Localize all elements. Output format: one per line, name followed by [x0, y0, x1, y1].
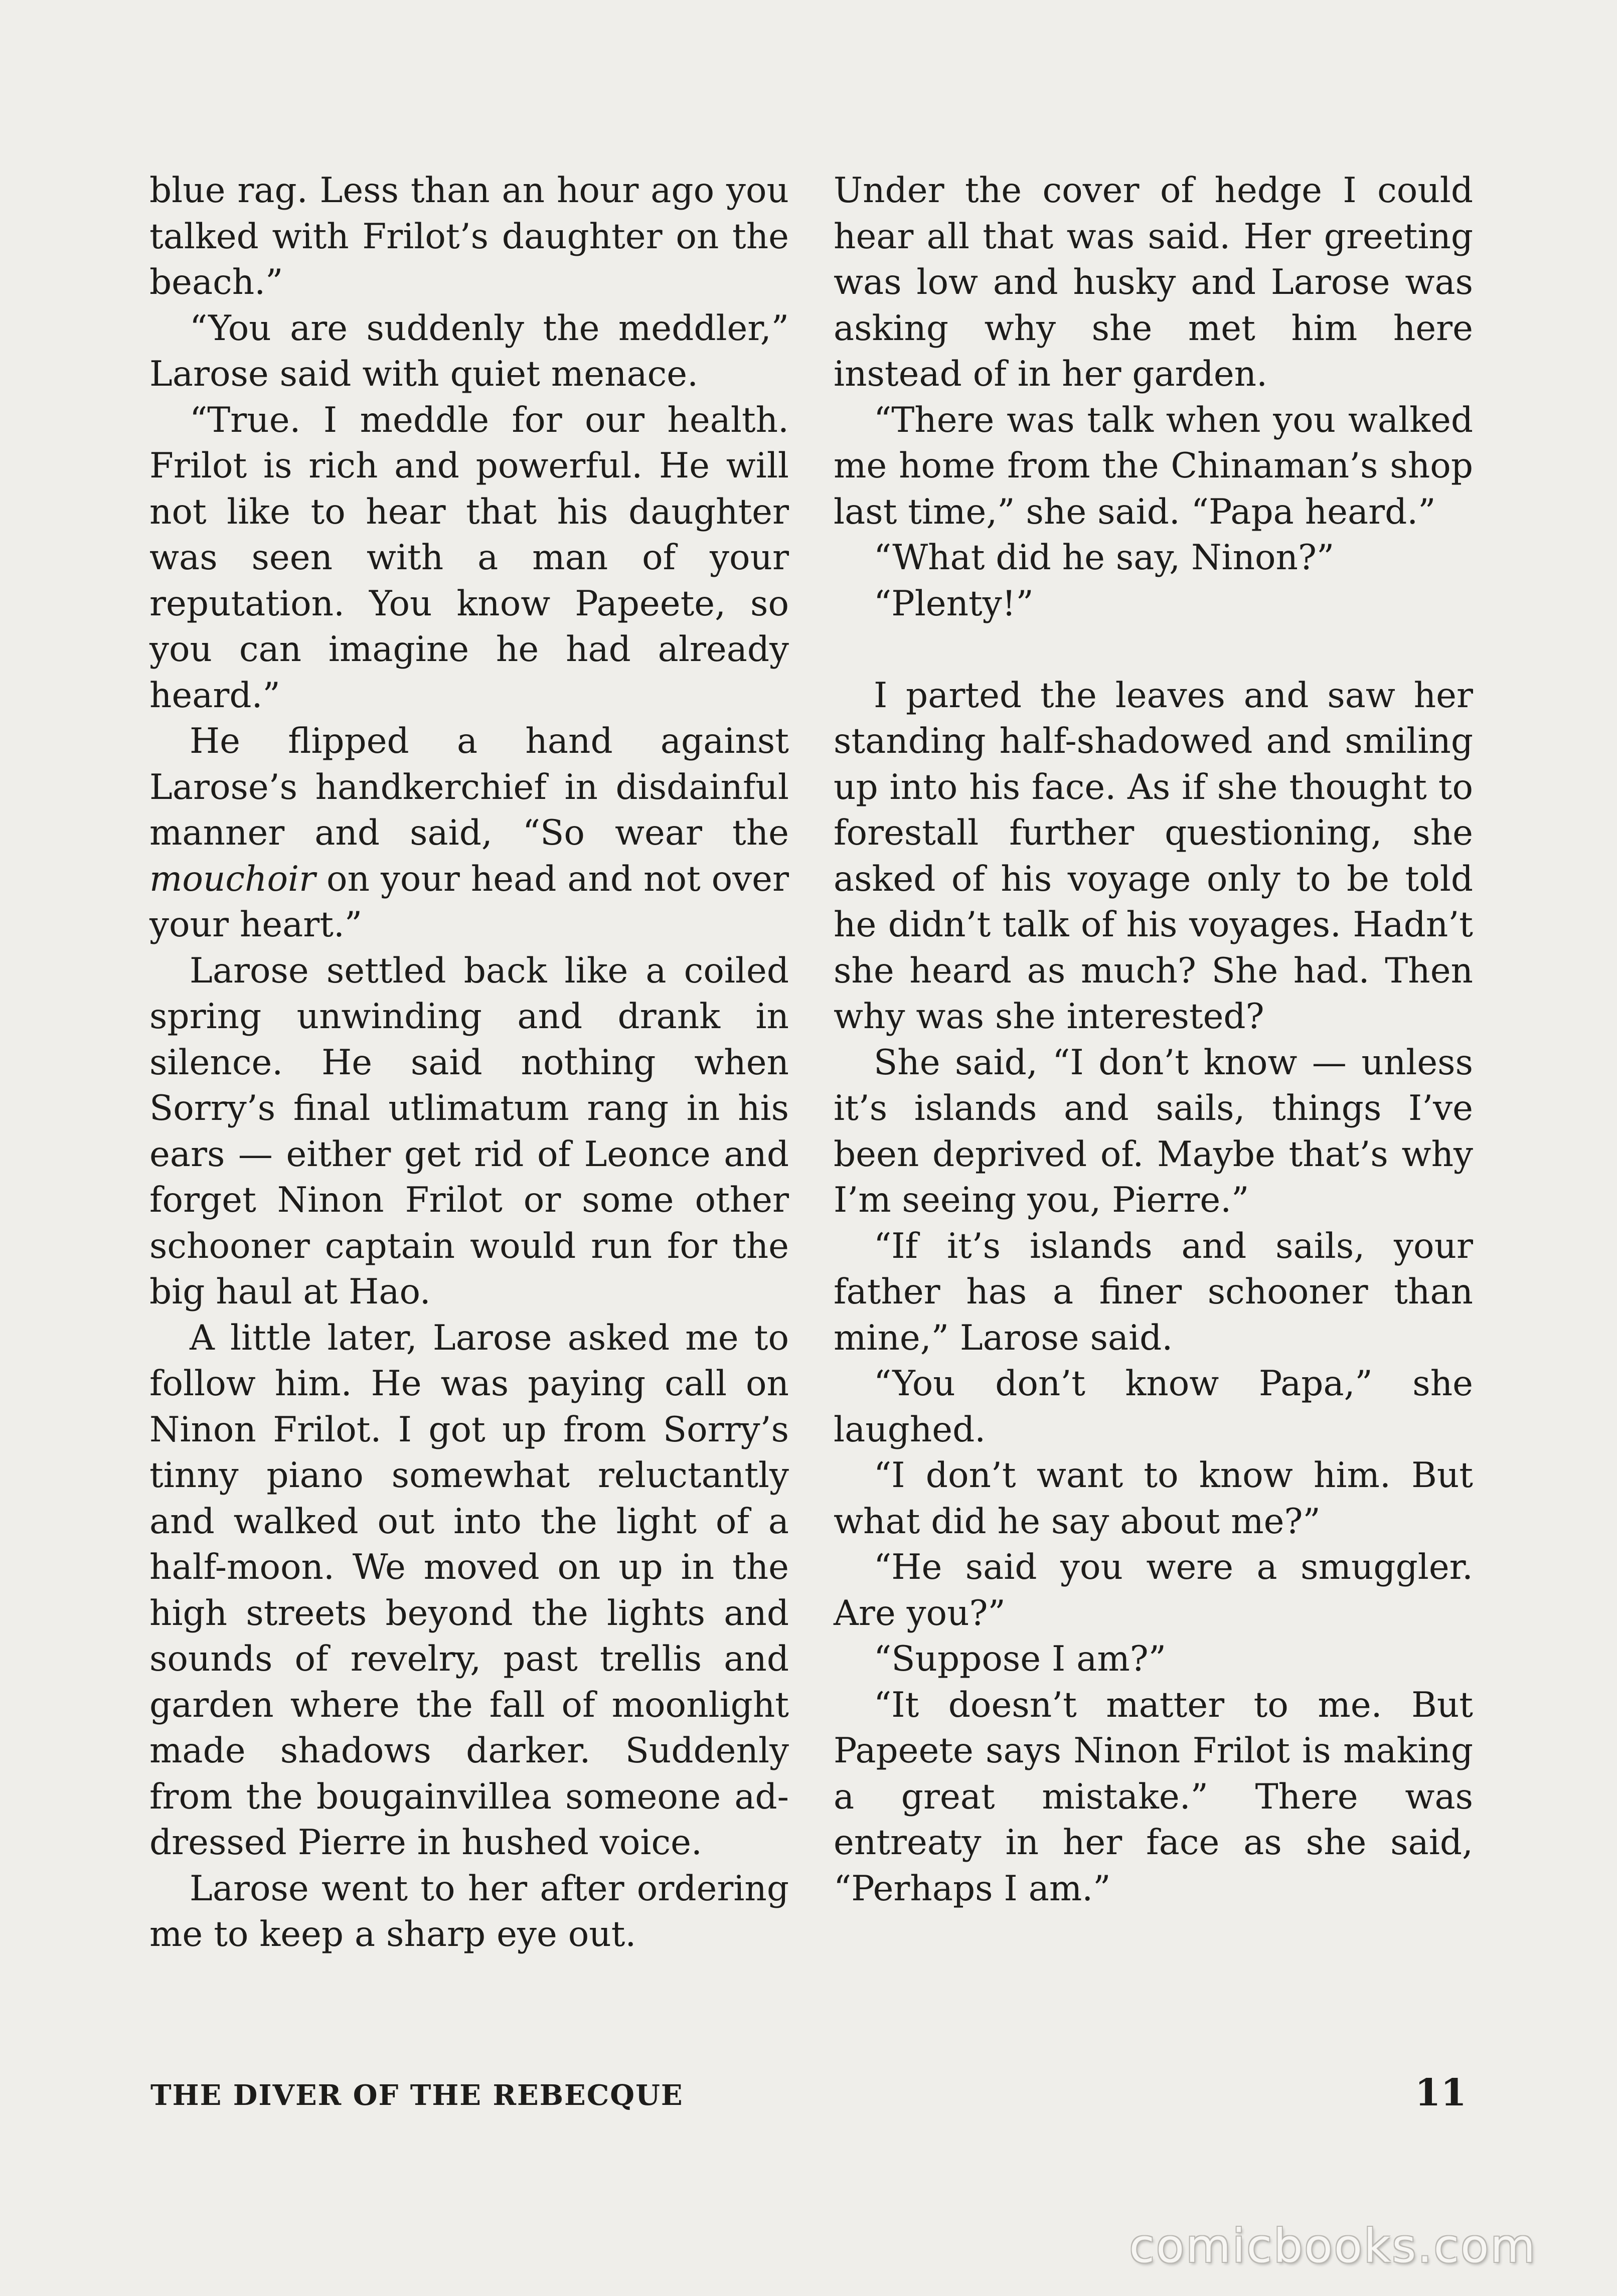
paragraph: blue rag. Less than an hour ago you talked with Frilot’s daughter on the beach.”	[149, 171, 789, 302]
paragraph: “True. I meddle for our health. Frilot is rich and powerful. He will not like to hear that his daughter was seen with a man of your reputation. You know Papeete, so you can imagine he had already heard.”	[149, 400, 789, 716]
watermark: comicbooks.com	[1129, 2219, 1537, 2273]
paragraph: A little later, Larose asked me to follow him. He was paying call on Ninon Frilot. I got up from Sorry’s tinny piano somewhat reluctantly and walked out into the light of a half-moon. We moved on up in the high streets beyond the lights and sounds of revelry, past trellis and garden where the fall of moonlight made shadows darker. Suddenly from the bougainvillea someone addressed Pierre in hushed voice.	[149, 1318, 789, 1863]
paragraph: Larose settled back like a coiled spring unwinding and drank in silence. He said nothing when Sorry’s final utlimatum rang in his ears — either get rid of Leonce and forget Ninon Frilot or some other schooner captain would run for the big haul at Hao.	[149, 950, 789, 1312]
paragraph: “If it’s islands and sails, your father has a finer schooner than mine,” Larose said.	[834, 1226, 1473, 1358]
paragraph: I parted the leaves and saw her standing half-shadowed and smiling up into his face. As if she thought to forestall further questioning, she asked of his voyage only to be told he didn’t talk of his voyages. Hadn’t she heard as much? She had. Then why was she interested?	[834, 675, 1473, 1037]
paragraph: “You don’t know Papa,” she laughed.	[834, 1364, 1473, 1450]
left-text-column	[149, 168, 789, 1958]
paragraph: “He said you were a smuggler. Are you?”	[834, 1547, 1473, 1633]
paragraph: Larose went to her after ordering me to keep a sharp eye out.	[149, 1868, 789, 1954]
right-text-column	[834, 168, 1473, 1912]
paragraph: “Suppose I am?”	[874, 1639, 1167, 1679]
paragraph: “I don’t want to know him. But what did he say about me?”	[834, 1455, 1473, 1542]
paragraph: She said, “I don’t know — unless it’s islands and sails, things I’ve been deprived of. Maybe that’s why I’m seeing you, Pierre.”	[834, 1042, 1473, 1220]
paragraph: Under the cover of hedge I could hear all that was said. Her greeting was low and husky and Larose was asking why she met him here instead of in her garden.	[834, 171, 1473, 394]
running-footer-title: THE DIVER OF THE REBECQUE	[150, 2079, 684, 2112]
paragraph: “What did he say, Ninon?”	[874, 538, 1335, 578]
paragraph-text: on your head and not over your heart.”	[149, 859, 789, 945]
paragraph: “There was talk when you walked me home from the Chinaman’s shop last time,” she said. “Papa heard.”	[834, 400, 1473, 532]
paragraph: “It doesn’t matter to me. But Papeete says Ninon Frilot is making a great mistake.” There was entreaty in her face as she said, “Perhaps I am.”	[834, 1685, 1473, 1909]
paragraph	[149, 719, 789, 948]
paragraph: “Plenty!”	[874, 583, 1034, 624]
page-number: 11	[1415, 2071, 1467, 2114]
paragraph-text: He flipped a hand against Larose’s handkerchief in disdainful manner and said, “So wear the	[149, 721, 789, 853]
italic-word: mouchoir	[149, 859, 316, 899]
paragraph: “You are suddenly the meddler,” Larose said with quiet menace.	[149, 308, 789, 394]
